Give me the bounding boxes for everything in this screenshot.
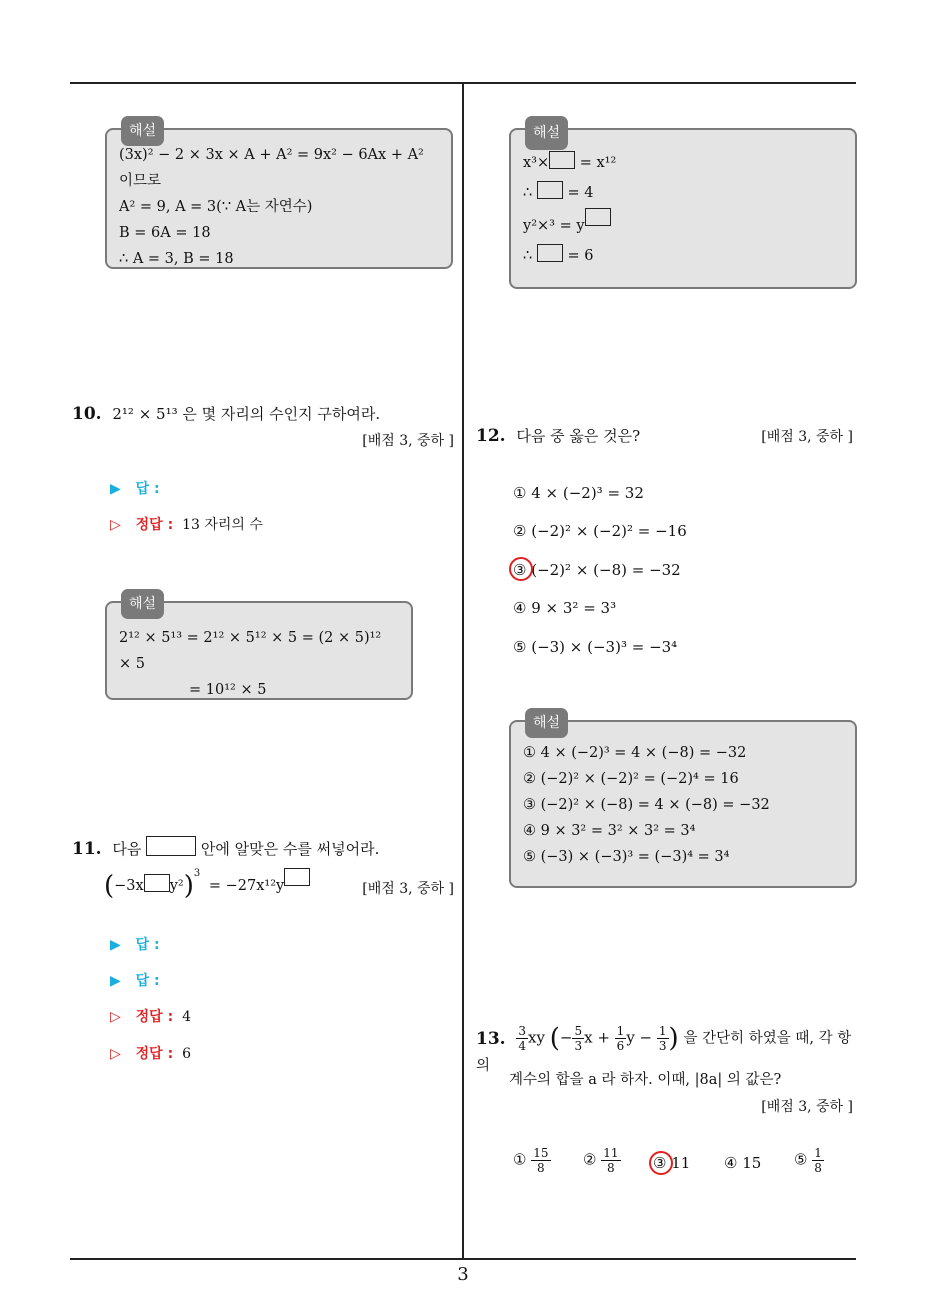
correct-value: 6: [182, 1046, 191, 1062]
blank-box: [146, 836, 196, 856]
correct-label: 정답 :: [135, 1046, 174, 1062]
answer-row: [110, 970, 160, 990]
question-13: 13. $\frac{3}{4}$ xy (− $\frac{5}{3}$ x + $\frac{1}{6}$ y − $\frac{1}{3}$ ) 을 간단히 하였을 때, 각 항의: [476, 1023, 852, 1074]
play-icon: ▶: [110, 937, 121, 953]
option-1[interactable]: ① 4 × (−2)³ = 32: [513, 484, 644, 502]
option-row: [513, 1146, 843, 1186]
answer-row: [110, 934, 160, 954]
answer-label: 답 :: [135, 481, 160, 497]
option-2[interactable]: ② (−2)² × (−2)² = −16: [513, 522, 687, 540]
solution-line: (3x)² − 2 × 3x × A + A² = 9x² − 6Ax + A² 이므로: [119, 147, 424, 189]
solution-line: 2¹² × 5¹³ = 2¹² × 5¹² × 5 = (2 × 5)¹² × 5: [119, 630, 382, 672]
answer-label: 답 :: [135, 937, 160, 953]
fraction: $\frac{3}{4}$: [518, 1024, 526, 1053]
question-10-meta: [배점 3, 중하 ]: [362, 433, 454, 449]
fraction: $\frac{5}{3}$: [574, 1024, 583, 1053]
solution-line: = 10¹² × 5: [189, 682, 267, 698]
outline-play-icon: ▷: [110, 1046, 121, 1062]
question-11-expression: (−3x y²)$^3$ = −27x¹²y: [104, 868, 310, 901]
correct-value: 13 자리의 수: [182, 517, 263, 533]
column-divider: [462, 82, 464, 1260]
selected-answer-circle: [509, 557, 533, 581]
blank-box: [537, 244, 563, 262]
option-3[interactable]: ③ 11: [653, 1154, 691, 1172]
answer-row: [110, 478, 160, 498]
blank-box: [585, 208, 611, 226]
solution-tag: 해설: [121, 116, 164, 146]
question-number: 10.: [72, 404, 102, 424]
page-number: 3: [457, 1264, 469, 1285]
question-13-text: 계수의 합을 a 라 하자. 이때, |8a| 의 값은?: [509, 1072, 782, 1088]
blank-box: [549, 151, 575, 169]
outline-play-icon: ▷: [110, 1009, 121, 1025]
solution-line: A² = 9, A = 3(∵ A는 자연수): [119, 199, 313, 215]
solution-line: ④ 9 × 3² = 3² × 3² = 3⁴: [523, 823, 696, 839]
exponent: 3: [193, 868, 201, 879]
question-text: 안에 알맞은 수를 써넣어라.: [200, 840, 380, 858]
play-icon: ▶: [110, 973, 121, 989]
option-3[interactable]: ③ (−2)² × (−8) = −32: [513, 561, 681, 579]
correct-value: 4: [182, 1009, 191, 1025]
correct-label: 정답 :: [135, 1009, 174, 1025]
solution-tag: 해설: [525, 116, 568, 150]
question-12: [476, 424, 736, 448]
question-11: [72, 836, 457, 861]
question-text: 을 간단히 하였을 때, 각 항의: [476, 1030, 852, 1074]
solution-line: ② (−2)² × (−2)² = (−2)⁴ = 16: [523, 771, 739, 787]
option-4[interactable]: ④ 9 × 3² = 3³: [513, 599, 617, 617]
option-1[interactable]: ① $\frac{15}{8}$: [513, 1146, 549, 1175]
solution-line: B = 6A = 18: [119, 225, 211, 241]
expr-part: y²: [169, 878, 184, 894]
question-12-meta: [배점 3, 중하 ]: [761, 429, 853, 445]
correct-answer-row: [110, 1043, 191, 1063]
question-10: [72, 402, 457, 426]
question-number: 13.: [476, 1028, 506, 1049]
fraction: $\frac{1}{3}$: [658, 1024, 667, 1053]
solution-box-q10: [105, 596, 413, 700]
solution-line: ∴ = 4: [523, 178, 841, 208]
correct-answer-row: [110, 1006, 191, 1026]
option-4[interactable]: ④ 15: [724, 1154, 762, 1172]
outline-play-icon: ▷: [110, 517, 121, 533]
question-13-meta: [배점 3, 중하 ]: [761, 1099, 853, 1115]
solution-tag: 해설: [121, 589, 164, 619]
selected-answer-circle: [649, 1151, 673, 1175]
blank-box: [537, 181, 563, 199]
solution-line: y²×³ = y: [523, 208, 841, 241]
solution-line: ∴ A = 3, B = 18: [119, 251, 234, 267]
option-5[interactable]: ⑤ $\frac{1}{8}$: [794, 1146, 822, 1175]
solution-line: ③ (−2)² × (−8) = 4 × (−8) = −32: [523, 797, 770, 813]
answer-label: 답 :: [135, 973, 160, 989]
expr-part: = −27x¹²y: [208, 878, 285, 894]
solution-line: x³× = x¹²: [523, 148, 841, 178]
question-text: 2¹² × 5¹³ 은 몇 자리의 수인지 구하여라.: [112, 405, 381, 423]
solution-line: ① 4 × (−2)³ = 4 × (−8) = −32: [523, 745, 747, 761]
option-list: [513, 484, 843, 664]
solution-line: ⑤ (−3) × (−3)³ = (−3)⁴ = 3⁴: [523, 849, 730, 865]
bottom-rule: [70, 1258, 856, 1260]
question-number: 12.: [476, 426, 506, 446]
question-text: 다음 중 옳은 것은?: [516, 427, 641, 445]
solution-box-q11: [509, 125, 857, 289]
option-2[interactable]: ② $\frac{11}{8}$: [583, 1146, 619, 1175]
correct-label: 정답 :: [135, 517, 174, 533]
solution-box-q12: [509, 715, 857, 888]
question-11-meta: [배점 3, 중하 ]: [362, 881, 454, 897]
play-icon: ▶: [110, 481, 121, 497]
solution-tag: 해설: [525, 708, 568, 738]
solution-box-q9: [105, 123, 453, 269]
question-number: 11.: [72, 839, 102, 859]
fraction: $\frac{1}{6}$: [616, 1024, 625, 1053]
blank-box: [144, 874, 170, 892]
option-5[interactable]: ⑤ (−3) × (−3)³ = −3⁴: [513, 638, 678, 656]
solution-line: ∴ = 6: [523, 241, 841, 271]
correct-answer-row: [110, 514, 263, 534]
expr-part: −3x: [114, 878, 144, 894]
question-text: 다음: [112, 840, 142, 858]
